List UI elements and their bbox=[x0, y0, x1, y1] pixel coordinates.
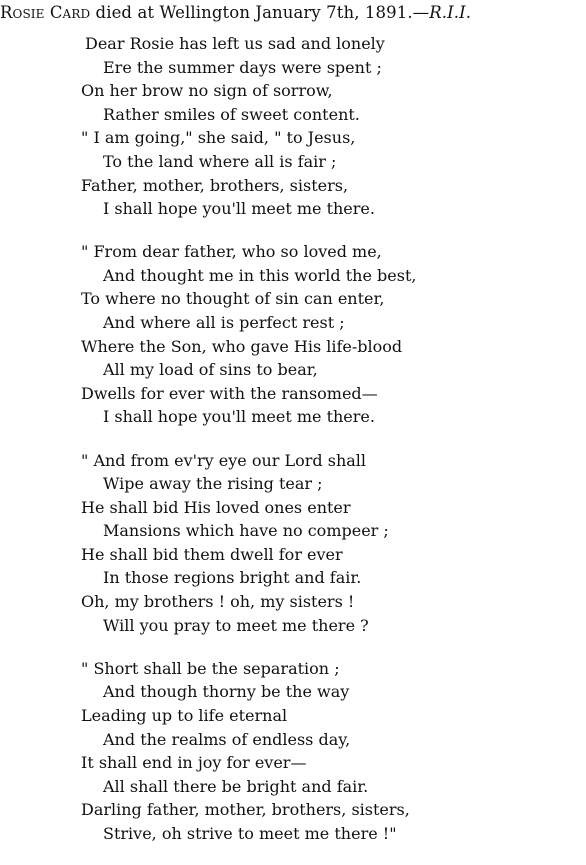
poem-line: Dear Rosie has left us sad and lonely bbox=[85, 34, 385, 53]
poem-line: Oh, my brothers ! oh, my sisters ! bbox=[81, 592, 355, 612]
poem-line: " I am going," she said, " to Jesus, bbox=[81, 128, 356, 148]
stanza-3 bbox=[81, 449, 586, 638]
poem-line: To where no thought of sin can enter, bbox=[81, 289, 385, 309]
stanza-4 bbox=[81, 657, 586, 846]
poem-line: Dwells for ever with the ransomed— bbox=[81, 383, 378, 403]
poem-line: Father, mother, brothers, sisters, bbox=[81, 175, 349, 195]
poem-line: It shall end in joy for ever— bbox=[81, 753, 307, 773]
poem-line: In those regions bright and fair. bbox=[103, 568, 362, 588]
poem-line: And thought me in this world the best, bbox=[103, 265, 417, 285]
deceased-name: Rosie Card bbox=[0, 3, 91, 22]
author-initials: —R.I.I. bbox=[412, 3, 472, 22]
poem-line: Leading up to life eternal bbox=[81, 705, 288, 725]
stanza-1 bbox=[81, 32, 586, 221]
poem-line: Mansions which have no compeer ; bbox=[103, 521, 389, 541]
poem-line: Ere the summer days were spent ; bbox=[103, 57, 382, 77]
poem-line: Where the Son, who gave His life-blood bbox=[81, 336, 403, 356]
poem-line: I shall hope you'll meet me there. bbox=[103, 407, 375, 427]
obituary-heading bbox=[0, 3, 586, 22]
death-notice: died at Wellington January 7th, 1891. bbox=[90, 3, 413, 22]
poem-line: And the realms of endless day, bbox=[103, 729, 351, 749]
poem-line: " From dear father, who so loved me, bbox=[81, 242, 382, 262]
poem-line: He shall bid them dwell for ever bbox=[81, 544, 343, 564]
poem-line: All shall there be bright and fair. bbox=[103, 776, 369, 796]
poem-line: And though thorny be the way bbox=[103, 682, 350, 702]
poem-line: Darling father, mother, brothers, sisters, bbox=[81, 800, 410, 820]
poem-line: He shall bid His loved ones enter bbox=[81, 497, 351, 517]
poem-line: I shall hope you'll meet me there. bbox=[103, 199, 375, 219]
poem-line: " Short shall be the separation ; bbox=[81, 658, 340, 678]
poem-line: And where all is perfect rest ; bbox=[103, 313, 345, 333]
poem-line: All my load of sins to bear, bbox=[103, 360, 318, 380]
stanza-2 bbox=[81, 240, 586, 429]
poem-line: Strive, oh strive to meet me there !" bbox=[103, 823, 397, 843]
poem-line: Rather smiles of sweet content. bbox=[103, 104, 360, 124]
poem-line: On her brow no sign of sorrow, bbox=[81, 81, 333, 101]
poem-line: " And from ev'ry eye our Lord shall bbox=[81, 450, 367, 470]
poem-line: Wipe away the rising tear ; bbox=[103, 474, 323, 494]
poem-line: To the land where all is fair ; bbox=[103, 151, 337, 171]
memorial-poem bbox=[81, 32, 586, 865]
poem-line: Will you pray to meet me there ? bbox=[103, 615, 369, 635]
